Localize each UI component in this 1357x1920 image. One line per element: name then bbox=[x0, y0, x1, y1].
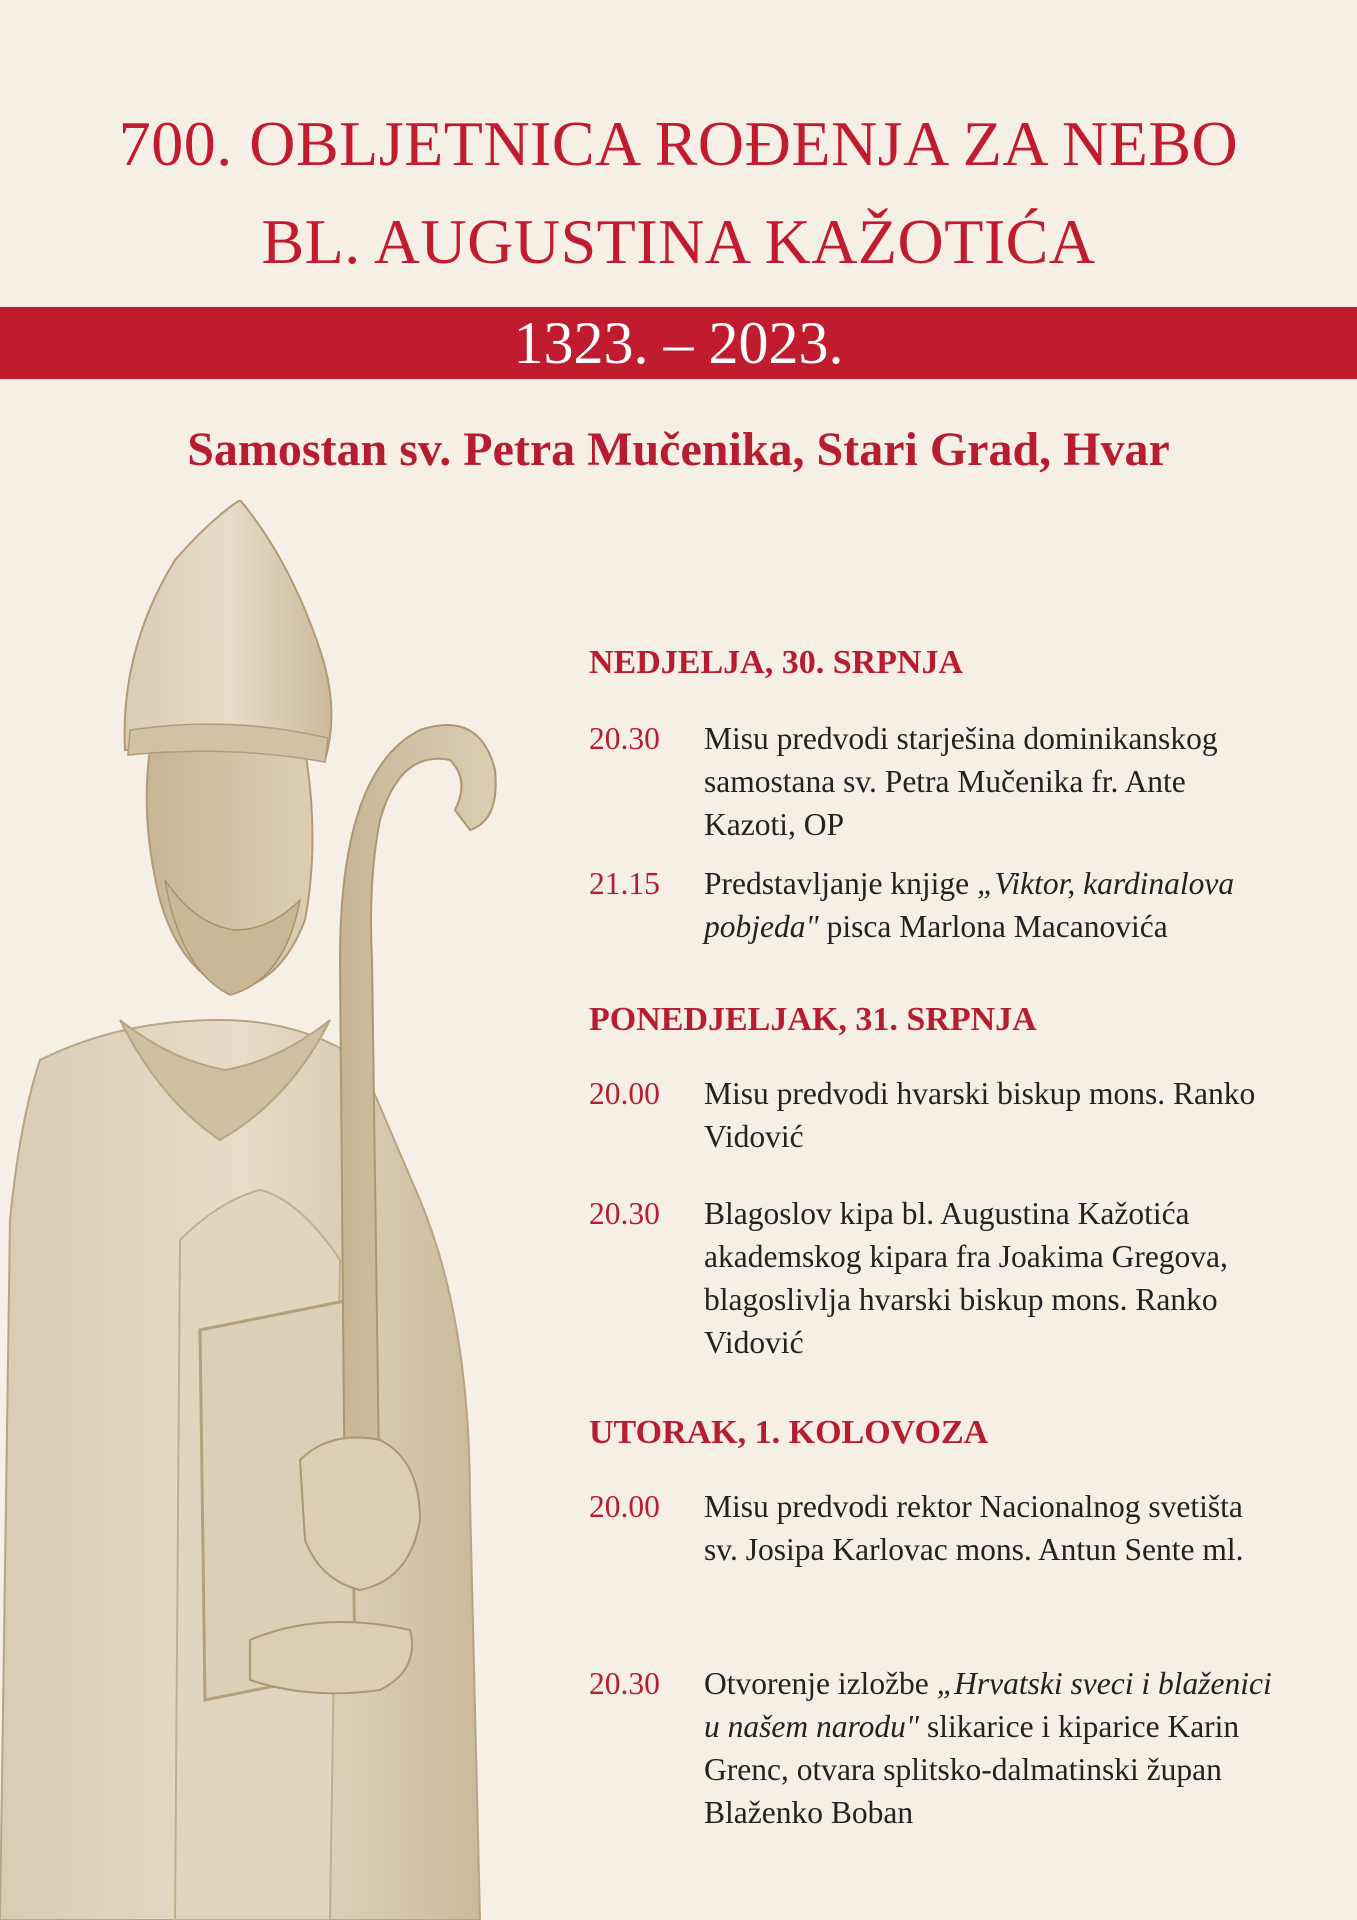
title-line-1: 700. OBLJETNICA ROĐENJA ZA NEBO bbox=[118, 108, 1239, 179]
event-description: Misu predvodi starješina dominikanskog samostana sv. Petra Mučenika fr. Ante Kazoti, OP bbox=[704, 721, 1218, 842]
day-heading-2: PONEDJELJAK, 31. SRPNJA bbox=[589, 1001, 1037, 1038]
location-subtitle: Samostan sv. Petra Mučenika, Stari Grad, Hvar bbox=[187, 423, 1170, 476]
event-description: Otvorenje izložbe „Hrvatski sveci i blaženici u našem narodu" slikarice i kiparice Karin Grenc, otvara splitsko-dalmatinski župan Blaženko Boban bbox=[704, 1666, 1272, 1830]
title-line-2: BL. AUGUSTINA KAŽOTIĆA bbox=[261, 206, 1096, 277]
event-time: 20.00 bbox=[589, 1076, 660, 1111]
book-title: „Viktor, kardinalova pobjeda" bbox=[704, 866, 1235, 944]
day-heading-1: NEDJELJA, 30. SRPNJA bbox=[589, 644, 964, 681]
poster-title bbox=[0, 95, 1357, 291]
day-heading-3: UTORAK, 1. KOLOVOZA bbox=[589, 1414, 989, 1451]
event-time: 20.00 bbox=[589, 1489, 660, 1524]
event-description: Misu predvodi hvarski biskup mons. Ranko Vidović bbox=[704, 1076, 1256, 1154]
exhibition-title: „Hrvatski sveci i blaženici u našem narodu" bbox=[704, 1666, 1272, 1744]
event-description: Predstavljanje knjige „Viktor, kardinalova pobjeda" pisca Marlona Macanovića bbox=[704, 866, 1235, 944]
event-description: Blagoslov kipa bl. Augustina Kažotića akademskog kipara fra Joakima Gregova, blagoslivlja hvarski biskup mons. Ranko Vidović bbox=[704, 1196, 1228, 1360]
statue-illustration bbox=[0, 500, 600, 1920]
event-description: Misu predvodi rektor Nacionalnog svetišta sv. Josipa Karlovac mons. Antun Sente ml. bbox=[704, 1489, 1244, 1567]
years-range: 1323. – 2023. bbox=[513, 310, 844, 376]
event-time: 20.30 bbox=[589, 1196, 660, 1231]
event-time: 20.30 bbox=[589, 721, 660, 756]
event-time: 20.30 bbox=[589, 1666, 660, 1701]
event-time: 21.15 bbox=[589, 866, 660, 901]
